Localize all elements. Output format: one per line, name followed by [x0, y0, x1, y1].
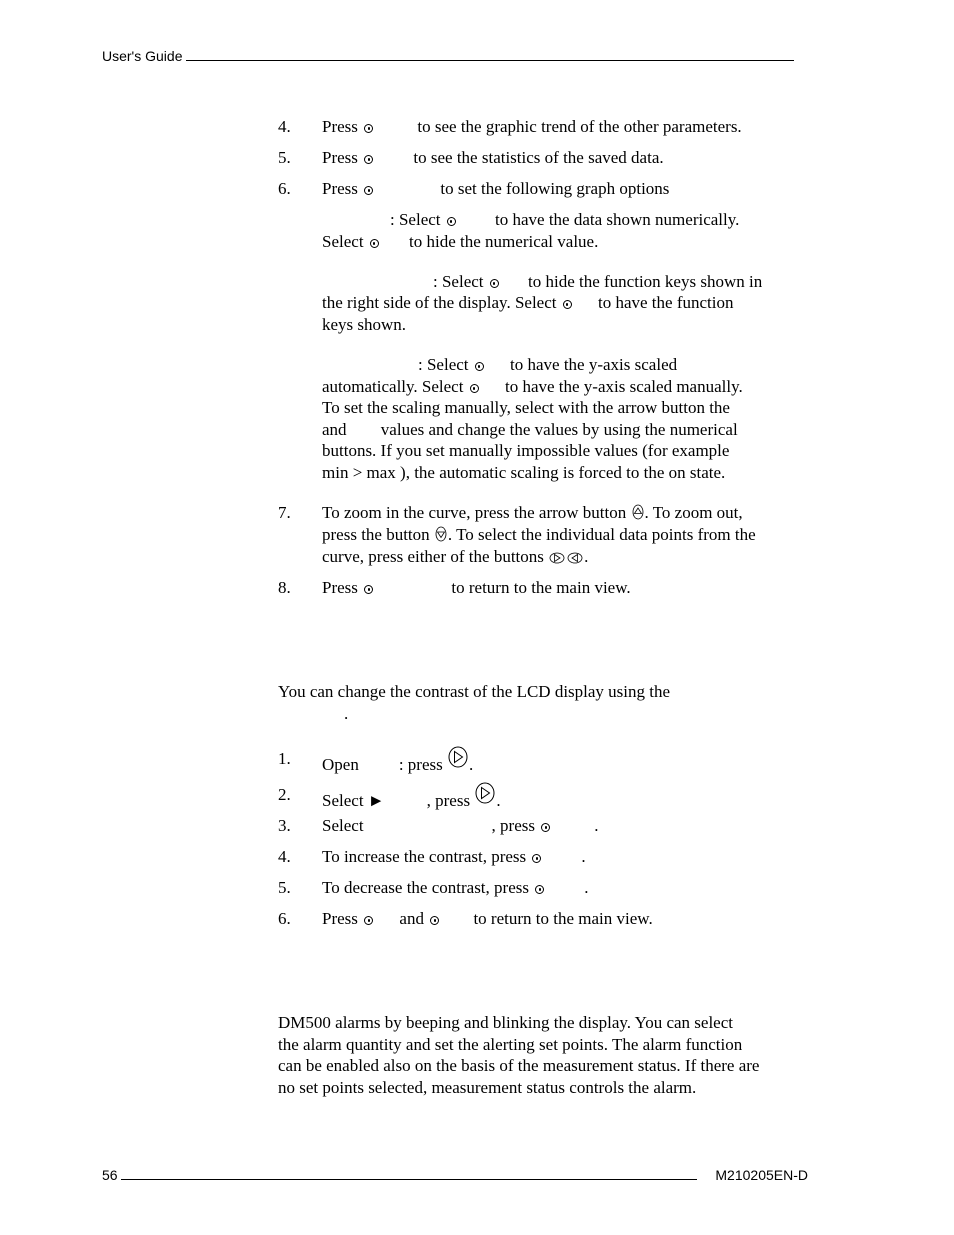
- step-number: 1.: [278, 749, 291, 768]
- function-key-icon: [430, 916, 439, 925]
- alarm-line: the alarm quantity and set the alerting set points. The alarm function: [278, 1035, 743, 1054]
- step-number: 2.: [278, 785, 291, 804]
- function-key-icon: [364, 155, 373, 164]
- step-text-pre: Press: [322, 117, 358, 136]
- function-key-icon: [447, 217, 456, 226]
- function-key-icon: [364, 916, 373, 925]
- function-key-icon: [541, 823, 550, 832]
- step-text-pre: Press: [322, 148, 358, 167]
- function-key-icon: [364, 124, 373, 133]
- footer-rule: [121, 1167, 697, 1180]
- step-text-post: to see the statistics of the saved data.: [413, 148, 664, 167]
- page-footer: [102, 1167, 697, 1183]
- arrow-right-button-icon: [448, 746, 468, 768]
- arrow-right-icon: [549, 552, 565, 564]
- arrow-down-icon: [435, 526, 447, 542]
- contrast-step-2: Select ► , press .: [322, 784, 501, 812]
- option-scaling-line5: buttons. If you set manually impossible values (for example: [322, 441, 730, 460]
- option-fkeys-line1: : Select to hide the function keys shown in: [433, 272, 763, 291]
- function-key-icon: [532, 854, 541, 863]
- step-text-post: to set the following graph options: [440, 179, 670, 198]
- contrast-intro-line2: .: [344, 704, 349, 723]
- step-number: 8.: [278, 578, 291, 597]
- step-text-post: to see the graphic trend of the other parameters.: [417, 117, 742, 136]
- function-key-icon: [490, 279, 499, 288]
- step-text: [322, 178, 669, 200]
- step-text: Press to return to the main view.: [322, 578, 631, 597]
- contrast-step-6: Press and to return to the main view.: [322, 909, 653, 928]
- option-fkeys-line3: keys shown.: [322, 315, 407, 334]
- step-text-pre: Press: [322, 179, 358, 198]
- zoom-line1: To zoom in the curve, press the arrow button . To zoom out,: [322, 503, 743, 522]
- option-scaling-line1: : Select to have the y-axis scaled: [418, 355, 678, 374]
- function-key-icon: [364, 585, 373, 594]
- step-number: 3.: [278, 816, 291, 835]
- header-rule: [186, 48, 794, 61]
- contrast-step-1: Open : press .: [322, 748, 473, 776]
- alarm-line: no set points selected, measurement status controls the alarm.: [278, 1078, 697, 1097]
- arrow-right-button-icon: [475, 782, 495, 804]
- function-key-icon: [364, 186, 373, 195]
- function-key-icon: [563, 300, 572, 309]
- option-scaling-line2: automatically. Select to have the y-axis scaled manually.: [322, 377, 743, 396]
- document-code: M210205EN-D: [715, 1167, 808, 1183]
- zoom-line3: curve, press either of the buttons .: [322, 547, 589, 566]
- function-key-icon: [370, 239, 379, 248]
- step-number: 4.: [278, 847, 291, 866]
- function-key-icon: [535, 885, 544, 894]
- contrast-step-4: To increase the contrast, press .: [322, 847, 586, 866]
- step-number: 6.: [278, 179, 291, 198]
- option-fkeys-line2: the right side of the display. Select to have the function: [322, 293, 734, 312]
- step-number: 5.: [278, 878, 291, 897]
- option-scaling-line6: min > max ), the automatic scaling is forced to the on state.: [322, 463, 726, 482]
- step-number: 7.: [278, 503, 291, 522]
- function-key-icon: [470, 384, 479, 393]
- alarm-line: DM500 alarms by beeping and blinking the display. You can select: [278, 1013, 733, 1032]
- option-numeric-line1: : Select to have the data shown numerically.: [390, 210, 740, 229]
- step-text: [322, 147, 664, 169]
- step-number: 4.: [278, 117, 291, 136]
- page-number: 56: [102, 1167, 118, 1183]
- step-number: 6.: [278, 909, 291, 928]
- page-header: [102, 48, 794, 64]
- zoom-line2: press the button . To select the individual data points from the: [322, 525, 756, 544]
- contrast-step-5: To decrease the contrast, press .: [322, 878, 589, 897]
- contrast-step-3: Select , press .: [322, 816, 599, 835]
- function-key-icon: [475, 362, 484, 371]
- option-numeric-line2: Select to hide the numerical value.: [322, 232, 599, 251]
- alarm-line: can be enabled also on the basis of the measurement status. If there are: [278, 1056, 760, 1075]
- arrow-left-icon: [567, 552, 583, 564]
- arrow-up-icon: [632, 504, 644, 520]
- option-scaling-line4: and values and change the values by using the numerical: [322, 420, 738, 439]
- step-number: 5.: [278, 148, 291, 167]
- header-title: User's Guide: [102, 48, 183, 64]
- option-scaling-line3: To set the scaling manually, select with the arrow button the: [322, 398, 730, 417]
- contrast-intro-line1: You can change the contrast of the LCD display using the: [278, 682, 671, 701]
- step-text: [322, 116, 742, 138]
